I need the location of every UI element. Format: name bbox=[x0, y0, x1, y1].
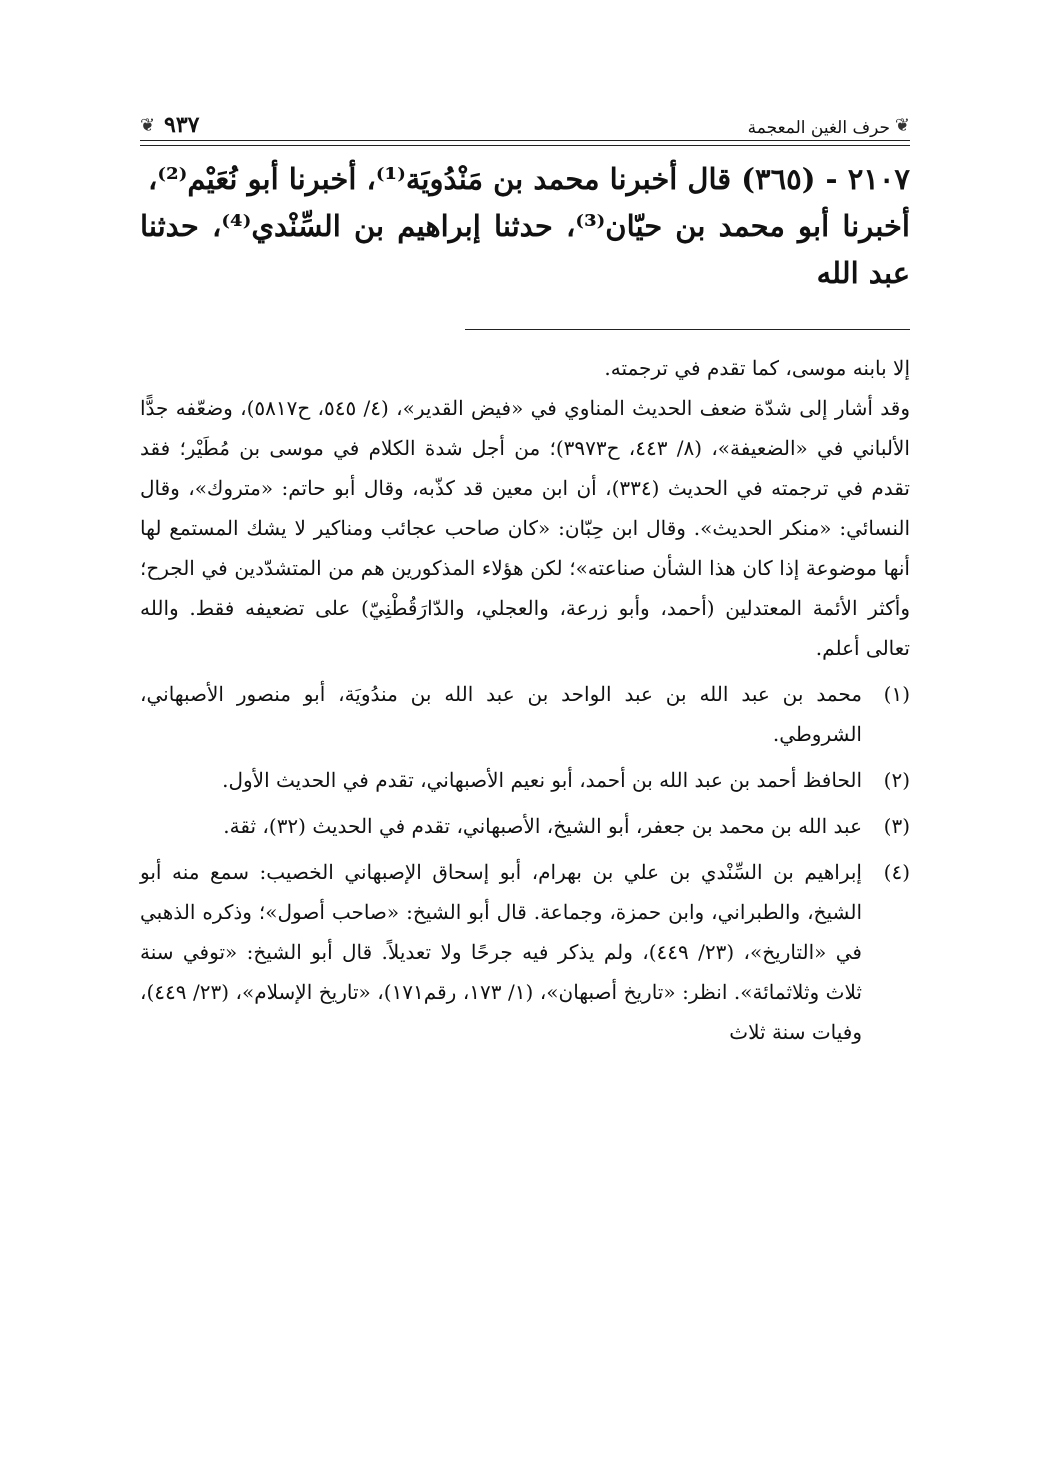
footnotes bbox=[140, 348, 910, 1052]
header-ornament-left-icon: ❦ bbox=[140, 115, 156, 136]
footnote-number: (١) bbox=[883, 682, 910, 706]
note-continuation: وقد أشار إلى شدّة ضعف الحديث المناوي في «فيض القدير»، (٤/ ٥٤٥، ح٥٨١٧)، وضعّفه جدًّا الألباني في «الضعيفة»، (٨/ ٤٤٣، ح٣٩٧٣)؛ من أجل شدة الكلام في موسى بن مُطَيْر؛ فقد تقدم في ترجمته في الحديث (٣٣٤)، أن ابن معين قد كذّبه، وقال أبو حاتم: «متروك»، وقال النسائي: «منكر الحديث». وقال ابن حِبّان: «كان صاحب عجائب ومناكير لا يشك المستمع لها أنها موضوعة إذا كان هذا الشأن صناعته»؛ لكن هؤلاء المذكورين هم من المتشدّدين في الجرح؛ وأكثر الأئمة المعتدلين (أحمد، وأبو زرعة، والعجلي، والدّارَقُطْنِيّ) على تضعيفه فقط. والله تعالى أعلم. bbox=[140, 396, 910, 660]
page-number: ٩٣٧ bbox=[164, 112, 200, 138]
footnote-item bbox=[140, 760, 910, 800]
running-header bbox=[140, 100, 910, 138]
footnote-text: إبراهيم بن السِّنْدي بن علي بن بهرام، أبو إسحاق الإصبهاني الخصيب: سمع منه أبو الشيخ، والطبراني، وابن حمزة، وجماعة. قال أبو الشيخ: «صاحب أصول»؛ وذكره الذهبي في «التاريخ»، (٢٣/ ٤٤٩)، ولم يذكر فيه جرحًا ولا تعديلاً. قال أبو الشيخ: «توفي سنة ثلاث وثلاثمائة». انظر: «تاريخ أصبهان»، (١/ ١٧٣، رقم١٧١)، «تاريخ الإسلام»، (٢٣/ ٤٤٩)، وفيات سنة ثلاث bbox=[140, 860, 862, 1044]
footnote-number: (٢) bbox=[883, 768, 910, 792]
main-line: أخبرنا أبو محمد بن حيّان⁽³⁾، حدثنا إبراهيم بن السِّنْدي⁽⁴⁾، حدثنا عبد الله bbox=[140, 209, 910, 290]
main-line: ٢١٠٧ - (٣٦٥) قال أخبرنا محمد بن مَنْدُويَة⁽¹⁾، أخبرنا أبو نُعَيْم⁽²⁾، bbox=[148, 162, 910, 196]
footnote-text: الحافظ أحمد بن عبد الله بن أحمد، أبو نعيم الأصبهاني، تقدم في الحديث الأول. bbox=[222, 768, 862, 792]
footnote-item bbox=[140, 852, 910, 1052]
footnote-separator bbox=[465, 329, 910, 330]
footnote-text: عبد الله بن محمد بن جعفر، أبو الشيخ، الأصبهاني، تقدم في الحديث (٣٢)، ثقة. bbox=[223, 814, 862, 838]
header-ornament-right-icon: ❦ bbox=[894, 115, 910, 136]
page bbox=[140, 100, 910, 1052]
footnote-number: (٤) bbox=[883, 860, 910, 884]
note-continuation: إلا بابنه موسى، كما تقدم في ترجمته. bbox=[604, 356, 910, 380]
header-rule bbox=[140, 140, 910, 146]
footnote-number: (٣) bbox=[883, 814, 910, 838]
footnote-text: محمد بن عبد الله بن عبد الواحد بن عبد الله بن مندُويَة، أبو منصور الأصبهاني، الشروطي. bbox=[140, 682, 862, 746]
footnote-item bbox=[140, 674, 910, 754]
main-text bbox=[140, 156, 910, 297]
header-title: حرف الغين المعجمة bbox=[747, 118, 890, 138]
footnote-item bbox=[140, 806, 910, 846]
